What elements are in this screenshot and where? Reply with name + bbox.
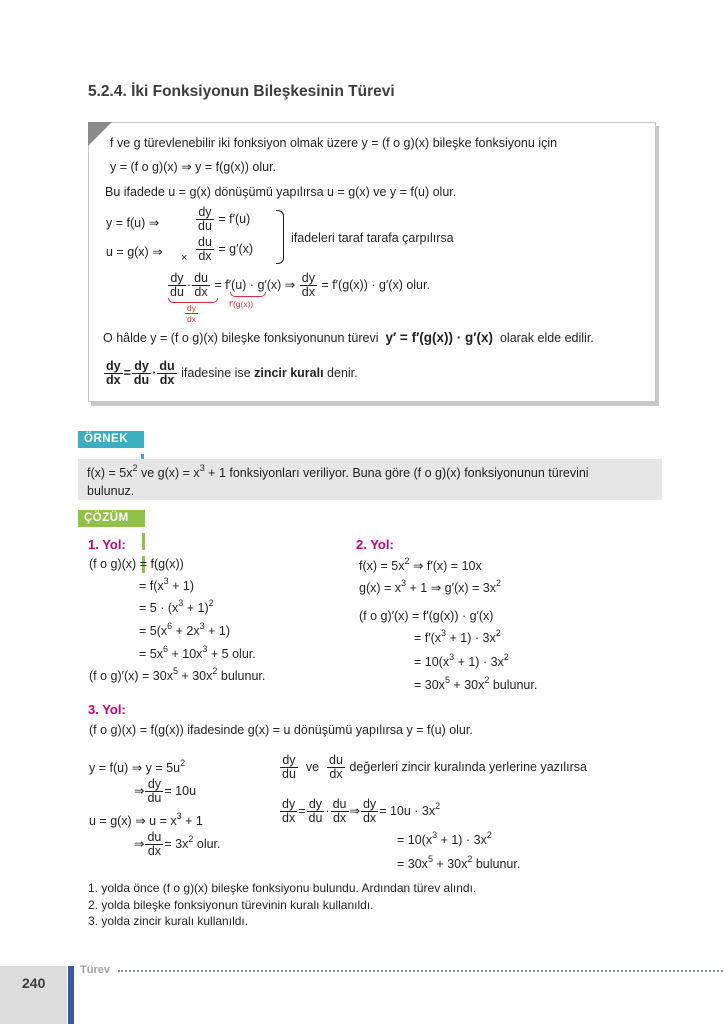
page-number: 240 xyxy=(22,975,46,991)
box-line-3: Bu ifadede u = g(x) dönüşümü yapılırsa u = g(x) ve y = f(u) olur. xyxy=(105,185,457,199)
yol1-line-4: = $5(x^6 + 2x^3 + 1)$ xyxy=(139,621,230,638)
brace-text: ifadeleri taraf tarafa çarpılırsa xyxy=(291,231,454,245)
box-line-1: f ve g türevlenebilir iki fonksiyon olmak üzere y = (f o g)(x) bileşke fonksiyonu için xyxy=(110,136,558,150)
section-title: 5.2.4. İki Fonksiyonun Bileşkesinin Türevi xyxy=(88,83,395,100)
yol3-left-1: y = f(u) ⇒ $y = 5u^2$ xyxy=(89,758,186,775)
cozum-label: ÇÖZÜM xyxy=(78,510,142,527)
yol1-line-5: = $5x^6 + 10x^3 + 5$ olur. xyxy=(139,644,256,661)
note-2: 2. yolda bileşke fonksiyonun türevinin kuralı kullanıldı. xyxy=(88,898,374,912)
example-line-2: bulunuz. xyxy=(87,484,135,498)
yol2-line-1: $f(x) = 5x^2$ ⇒ f′(x) = 10x xyxy=(359,556,482,573)
footer-section-label: Türev xyxy=(80,964,110,976)
yol3-right-2: $\frac{dy}{dx}$ = $\frac{dy}{du}$ · $\frac{du}{dx}$ ⇒ $\frac{dy}{dx}$ = $10u \cdot 3x^2$ xyxy=(282,797,441,825)
yol3-left-4: ⇒ $\frac{du}{dx}$ = $3x^2$ olur. xyxy=(134,830,221,858)
row3-equation: $\frac{dy}{du}$ · $\frac{du}{dx}$ = f′(u) · g′(x) ⇒ $\frac{dy}{dx}$ = f′(g(x)) · g′(x) olur. xyxy=(170,271,430,299)
row2-left: u = g(x) ⇒ xyxy=(106,245,163,259)
yol1-heading: 1. Yol: xyxy=(88,537,126,552)
yol2-line-3: (f o g)′(x) = f′(g(x)) · g′(x) xyxy=(359,609,494,623)
footer-blue-bar xyxy=(68,966,74,1024)
box-line-5: O hâlde y = (f o g)(x) bileşke fonksiyonunun türevi y′ = f′(g(x)) · g′(x) olarak elde edilir. xyxy=(103,330,594,345)
yol2-line-2: $g(x) = x^3 + 1$ ⇒ $g'(x) = 3x^2$ xyxy=(359,578,501,595)
red-dydx: $\frac{dy}{dx}$ xyxy=(187,303,196,324)
red-underbrace-right xyxy=(230,292,266,297)
chain-rule-formula: $\frac{dy}{dx}$ = $\frac{dy}{du}$ · $\frac{du}{dx}$ ifadesine ise zincir kuralı denir. xyxy=(106,359,358,387)
row2-fraction: $\frac{du}{dx}$ = g′(x) xyxy=(198,235,254,263)
cross-mark: × xyxy=(181,252,188,264)
yol3-intro: (f o g)(x) = f(g(x)) ifadesinde g(x) = u dönüşümü yapılırsa y = f(u) olur. xyxy=(89,723,473,737)
example-line-1: $f(x) = 5x^2$ ve $g(x) = x^3 + 1$ fonksiyonları veriliyor. Buna göre (f o g)(x) fonksiyonunun türevini xyxy=(87,463,589,480)
note-1: 1. yolda önce (f o g)(x) bileşke fonksiyonu bulundu. Ardından türev alındı. xyxy=(88,881,477,895)
note-3: 3. yolda zincir kuralı kullanıldı. xyxy=(88,914,249,928)
right-brace xyxy=(276,210,284,264)
yol3-right-3: = $10(x^3 + 1) \cdot 3x^2$ xyxy=(397,830,492,847)
ornek-label: ÖRNEK xyxy=(78,431,141,448)
yol3-heading: 3. Yol: xyxy=(88,702,126,717)
box-corner-decoration xyxy=(88,122,112,146)
yol3-right-1: $\frac{dy}{du}$ ve $\frac{du}{dx}$ değerleri zincir kuralında yerlerine yazılırsa xyxy=(282,753,588,781)
yol2-heading: 2. Yol: xyxy=(356,537,394,552)
footer-dotted-line xyxy=(118,970,723,972)
row1-left: y = f(u) ⇒ xyxy=(106,216,160,230)
box-line-2: y = (f o g)(x) ⇒ y = f(g(x)) olur. xyxy=(110,160,277,174)
yol1-line-3: = $5 \cdot (x^3 + 1)^2$ xyxy=(139,598,214,615)
yol1-line-2: = $f(x^3 + 1)$ xyxy=(139,576,195,593)
red-fprime-g: f′(g(x)) xyxy=(229,299,254,309)
yol2-line-4: = $f'(x^3 + 1) \cdot 3x^2$ xyxy=(414,628,501,645)
yol3-right-4: = $30x^5 + 30x^2$ bulunur. xyxy=(397,854,521,871)
yol1-line-1: (f o g)(x) = f(g(x)) xyxy=(89,557,184,571)
yol3-left-2: ⇒ $\frac{dy}{du}$ = 10u xyxy=(134,777,197,805)
yol3-left-3: u = g(x) ⇒ $u = x^3 + 1$ xyxy=(89,811,203,828)
yol2-line-5: = $10(x^3 + 1) \cdot 3x^2$ xyxy=(414,652,509,669)
yol1-line-6: (f o $g)'(x) = 30x^5 + 30x^2$ bulunur. xyxy=(89,666,266,683)
yol2-line-6: = $30x^5 + 30x^2$ bulunur. xyxy=(414,675,538,692)
row1-fraction: $\frac{dy}{du}$ = f′(u) xyxy=(198,205,251,233)
